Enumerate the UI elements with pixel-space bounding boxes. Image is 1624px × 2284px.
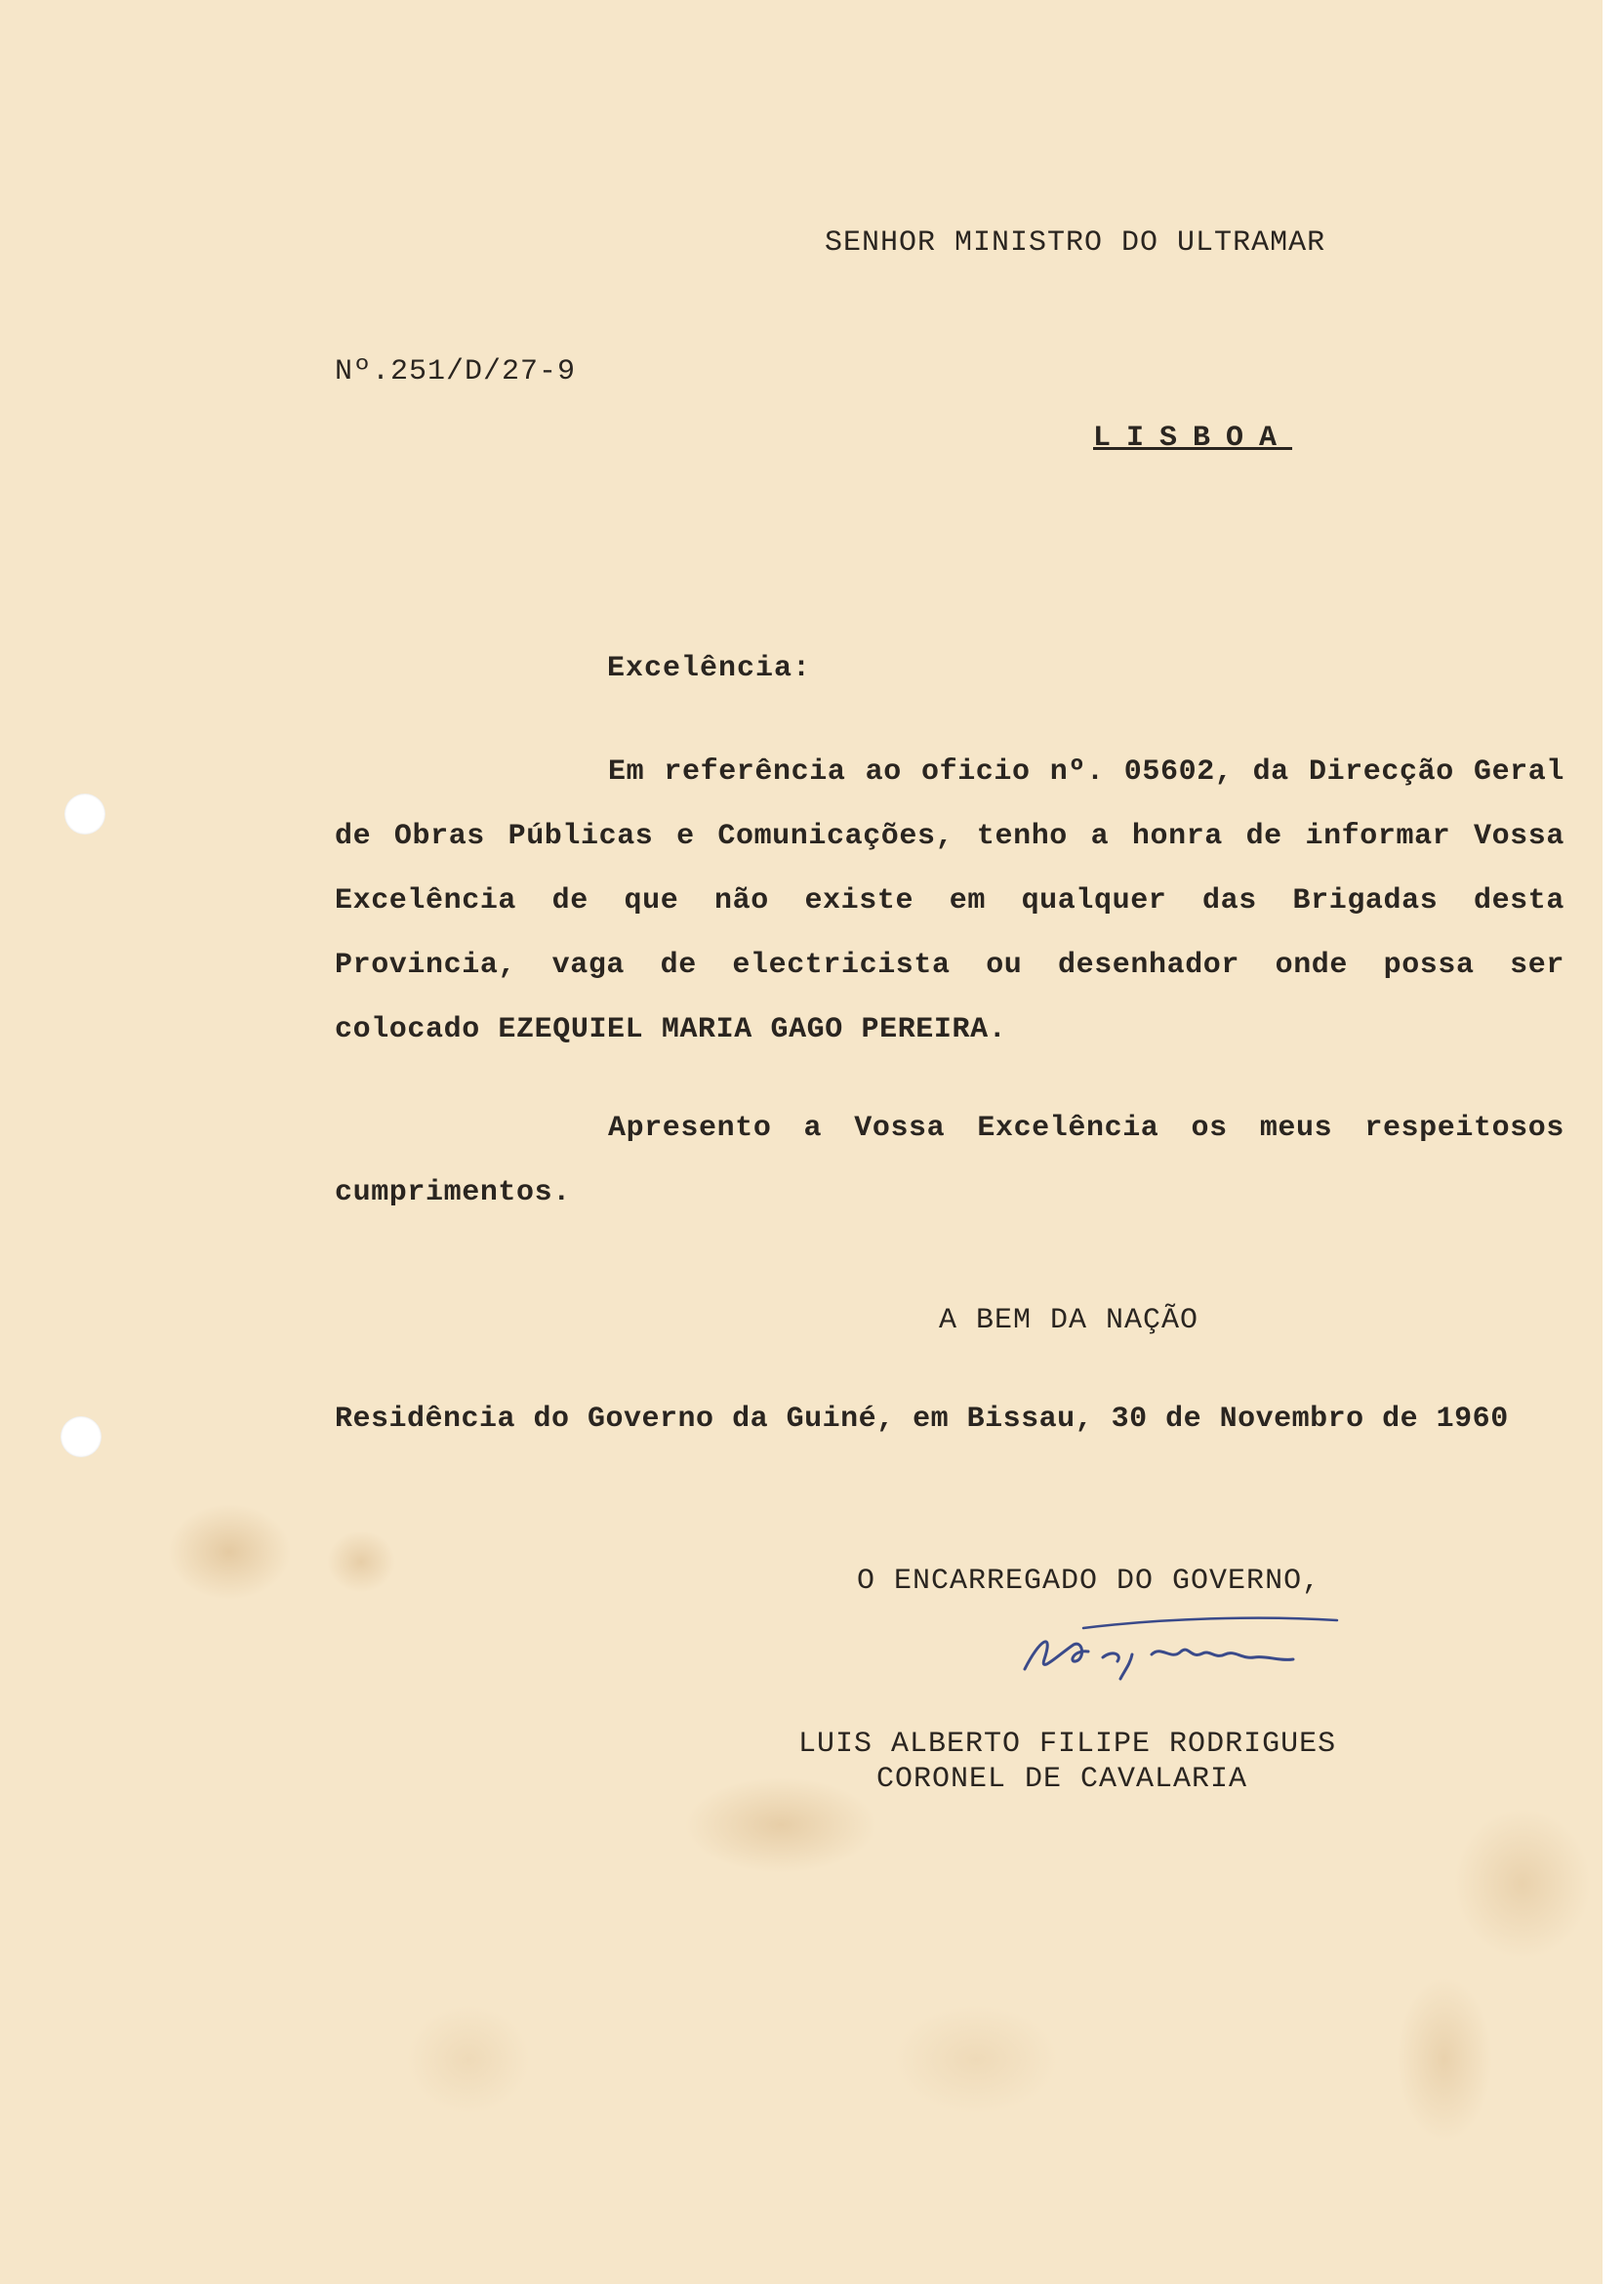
salutation: Excelência: xyxy=(607,652,812,685)
signatory-name: LUIS ALBERTO FILIPE RODRIGUES xyxy=(798,1728,1337,1761)
body-paragraph-2 xyxy=(335,1096,1564,1225)
body-paragraph-1-text: Em referência ao oficio nº. 05602, da Direcção Geral de Obras Públicas e Comunicações, tenho a honra de informar Vossa Excelência de que não existe em qualquer das Brigadas desta Provincia, vaga de electricista ou desenhador onde possa ser colocado EZEQUIEL MARIA GAGO PEREIRA. xyxy=(335,755,1564,1046)
addressee: SENHOR MINISTRO DO ULTRAMAR xyxy=(825,226,1326,260)
punch-hole-top xyxy=(64,794,105,835)
body-paragraph-2-text: Apresento a Vossa Excelência os meus respeitosos cumprimentos. xyxy=(335,1112,1564,1209)
body-paragraph-1 xyxy=(335,740,1564,1062)
scan-edge xyxy=(1603,0,1624,2284)
signatory-office: O ENCARREGADO DO GOVERNO, xyxy=(857,1565,1321,1598)
punch-hole-bottom xyxy=(61,1416,102,1457)
closing-formula: A BEM DA NAÇÃO xyxy=(939,1304,1199,1337)
handwritten-signature xyxy=(1015,1601,1347,1689)
city: LISBOA xyxy=(1093,422,1293,455)
dateline: Residência do Governo da Guiné, em Bissau, 30 de Novembro de 1960 xyxy=(335,1403,1509,1436)
reference-number: Nº.251/D/27-9 xyxy=(335,355,577,388)
signatory-rank: CORONEL DE CAVALARIA xyxy=(876,1763,1248,1796)
